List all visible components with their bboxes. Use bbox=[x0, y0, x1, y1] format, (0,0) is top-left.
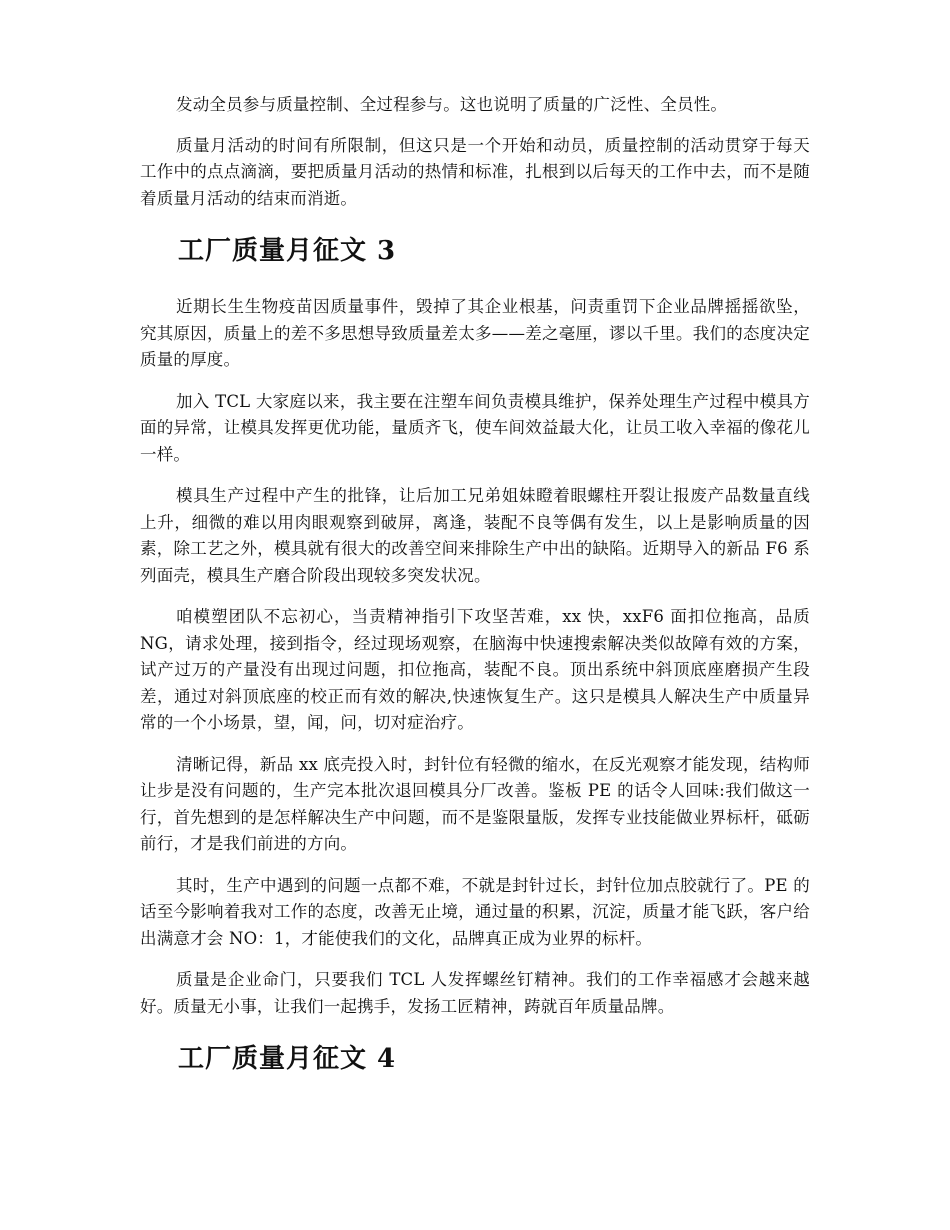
section-heading-3: 工厂质量月征文 3 bbox=[178, 236, 397, 266]
section-heading-4: 工厂质量月征文 4 bbox=[178, 1044, 397, 1074]
article-3-paragraph-1: 近期长生生物疫苗因质量事件，毁掉了其企业根基，问责重罚下企业品牌摇摇欲坠，究其原因，质量上的差不多思想导致质量差太多——差之毫厘，谬以千里。我们的态度决定质量的厚度。 bbox=[140, 297, 810, 369]
article-3-paragraph-5: 清晰记得，新品 xx 底壳投入时，封针位有轻微的缩水，在反光观察才能发现，结构师让步是没有问题的，生产完本批次退回模具分厂改善。鉴板 PE 的话令人回味:我们做这一行，首先想到的是怎样解决生产中问题，而不是鉴限量版，发挥专业技能做业界标杆，砥砺前行，才是我们前进的方向。 bbox=[140, 754, 810, 853]
article-3-paragraph-3: 模具生产过程中产生的批锋，让后加工兄弟姐妹瞪着眼螺柱开裂让报废产品数量直线上升，细微的难以用肉眼观察到破屏，离逢，装配不良等偶有发生，以上是影响质量的因素，除工艺之外，模具就有很大的改善空间来排除生产中出的缺陷。近期导入的新品 F6 系列面壳，模具生产磨合阶段出现较多突发状况。 bbox=[140, 486, 810, 585]
document-page bbox=[140, 92, 810, 1076]
article-3-paragraph-4: 咱模塑团队不忘初心，当责精神指引下攻坚苦难，xx 快，xxF6 面扣位拖高，品质 NG，请求处理，接到指令，经过现场观察，在脑海中快速搜索解决类似故障有效的方案，试产过万的产量没有出现过问题，扣位拖高，装配不良。顶出系统中斜顶底座磨损产生段差，通过对斜顶底座的校正而有效的解决,快速恢复生产。这只是模具人解决生产中质量异常的一个小场景，望，闻，问，切对症治疗。 bbox=[140, 607, 810, 732]
paragraph-top-2: 质量月活动的时间有所限制，但这只是一个开始和动员，质量控制的活动贯穿于每天工作中的点点滴滴，要把质量月活动的热情和标准，扎根到以后每天的工作中去，而不是随着质量月活动的结束而消逝。 bbox=[140, 135, 810, 208]
article-3-paragraph-6: 其时，生产中遇到的问题一点都不难，不就是封针过长，封针位加点胶就行了。PE 的话至今影响着我对工作的态度，改善无止境，通过量的积累，沉淀，质量才能飞跃，客户给出满意才会 NO：1，才能使我们的文化，品牌真正成为业界的标杆。 bbox=[140, 875, 810, 948]
article-3-paragraph-7: 质量是企业命门，只要我们 TCL 人发挥螺丝钉精神。我们的工作幸福感才会越来越好。质量无小事，让我们一起携手，发扬工匠精神，踌就百年质量品牌。 bbox=[140, 970, 810, 1016]
paragraph-top-1: 发动全员参与质量控制、全过程参与。这也说明了质量的广泛性、全员性。 bbox=[176, 95, 728, 114]
article-3-paragraph-2: 加入 TCL 大家庭以来，我主要在注塑车间负责模具维护，保养处理生产过程中模具方面的异常，让模具发挥更优功能，量质齐飞，使车间效益最大化，让员工收入幸福的像花儿一样。 bbox=[140, 391, 810, 464]
